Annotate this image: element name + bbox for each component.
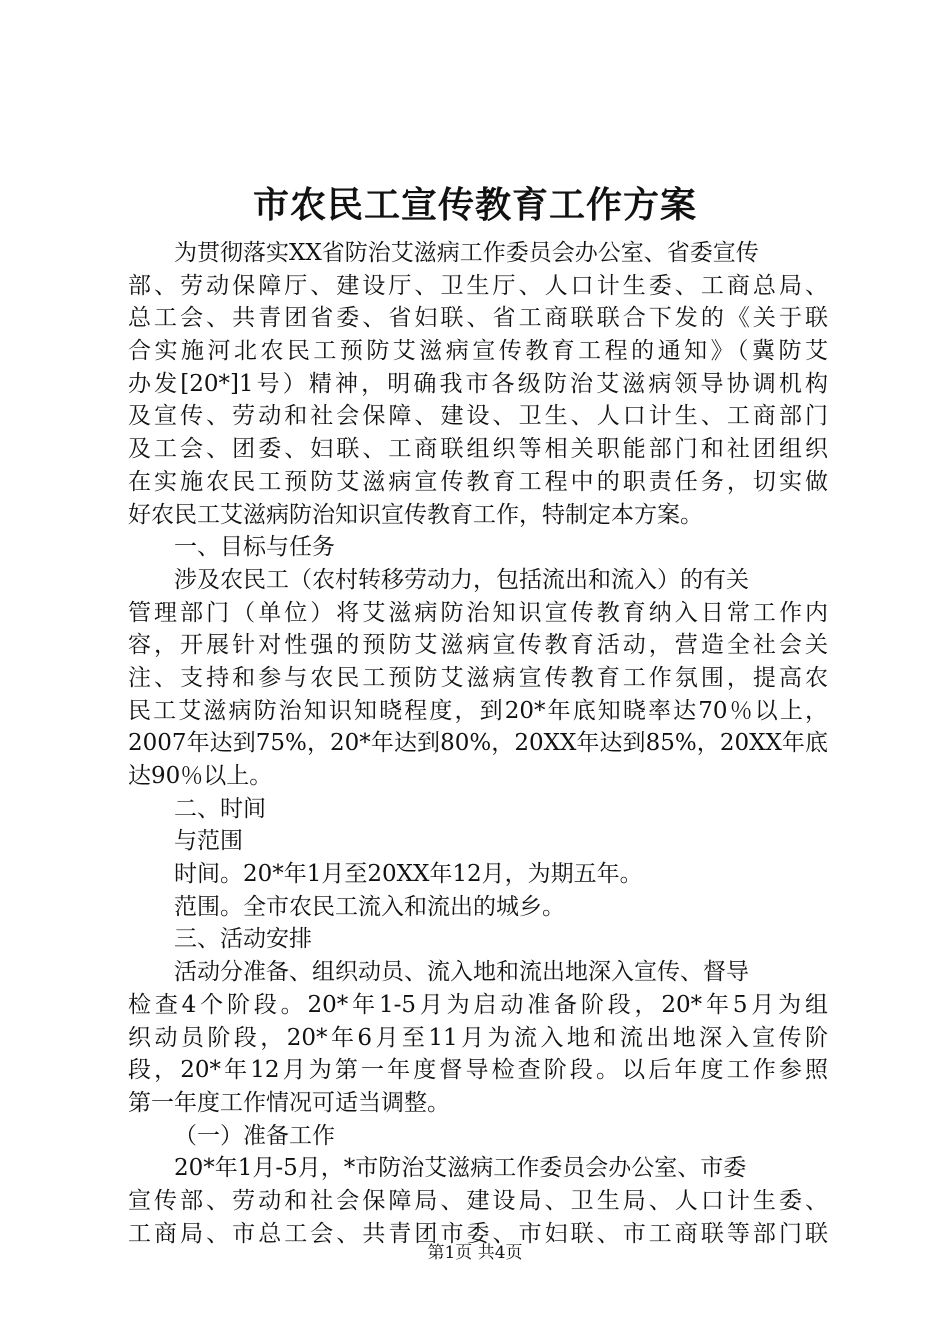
page-number-footer: 第1页 共4页 xyxy=(427,1243,523,1263)
paragraph-line: 民工艾滋病防治知识知晓程度，到20*年底知晓率达70％以上， xyxy=(128,697,828,724)
paragraph-line: 合实施河北农民工预防艾滋病宣传教育工程的通知》（冀防艾 xyxy=(128,338,828,365)
paragraph-line: 及工会、团委、妇联、工商联组织等相关职能部门和社团组织 xyxy=(128,436,828,463)
paragraph-line: 及宣传、劳动和社会保障、建设、卫生、人口计生、工商部门 xyxy=(128,403,828,430)
document-body xyxy=(128,237,828,1250)
paragraph-line: 第一年度工作情况可适当调整。 xyxy=(128,1089,450,1116)
section-heading: 三、活动安排 xyxy=(174,926,312,953)
paragraph-line: 部、劳动保障厅、建设厅、卫生厅、人口计生委、工商总局、 xyxy=(128,272,828,299)
paragraph-line: 2007年达到75%，20*年达到80%，20XX年达到85%，20XX年底 xyxy=(128,730,828,757)
paragraph-line: 达90％以上。 xyxy=(128,763,273,789)
section-heading: 一、目标与任务 xyxy=(174,534,335,561)
paragraph-line: 管理部门（单位）将艾滋病防治知识宣传教育纳入日常工作内 xyxy=(128,599,828,626)
paragraph-line: 20*年1月-5月，*市防治艾滋病工作委员会办公室、市委 xyxy=(174,1155,747,1182)
paragraph-line: 工商局、市总工会、共青团市委、市妇联、市工商联等部门联 xyxy=(128,1220,828,1247)
paragraph-line: 办发[20*]1号）精神，明确我市各级防治艾滋病领导协调机构 xyxy=(128,370,828,397)
paragraph-line: 好农民工艾滋病防治知识宣传教育工作，特制定本方案。 xyxy=(128,501,703,528)
section-heading: （一）准备工作 xyxy=(174,1122,335,1149)
paragraph-line: 时间。20*年1月至20XX年12月，为期五年。 xyxy=(174,861,643,888)
paragraph-line: 范围。全市农民工流入和流出的城乡。 xyxy=(174,893,565,920)
paragraph-line: 在实施农民工预防艾滋病宣传教育工程中的职责任务，切实做 xyxy=(128,468,828,495)
paragraph-line: 注、支持和参与农民工预防艾滋病宣传教育工作氛围，提高农 xyxy=(128,664,828,691)
document-title: 市农民工宣传教育工作方案 xyxy=(252,184,697,226)
paragraph-line: 织动员阶段，20*年6月至11月为流入地和流出地深入宣传阶 xyxy=(128,1024,828,1051)
section-heading: 二、时间 xyxy=(174,795,266,822)
paragraph-line: 为贯彻落实XX省防治艾滋病工作委员会办公室、省委宣传 xyxy=(174,240,759,266)
paragraph-line: 宣传部、劳动和社会保障局、建设局、卫生局、人口计生委、 xyxy=(128,1187,828,1214)
paragraph-line: 段，20*年12月为第一年度督导检查阶段。以后年度工作参照 xyxy=(128,1057,828,1084)
paragraph-line: 容，开展针对性强的预防艾滋病宣传教育活动，营造全社会关 xyxy=(128,632,828,659)
section-heading: 与范围 xyxy=(174,828,243,855)
paragraph-line: 活动分准备、组织动员、流入地和流出地深入宣传、督导 xyxy=(174,959,749,986)
paragraph-line: 检查4个阶段。20*年1-5月为启动准备阶段，20*年5月为组 xyxy=(128,991,828,1018)
paragraph-line: 总工会、共青团省委、省妇联、省工商联联合下发的《关于联 xyxy=(128,305,828,332)
paragraph-line: 涉及农民工（农村转移劳动力，包括流出和流入）的有关 xyxy=(174,566,749,593)
